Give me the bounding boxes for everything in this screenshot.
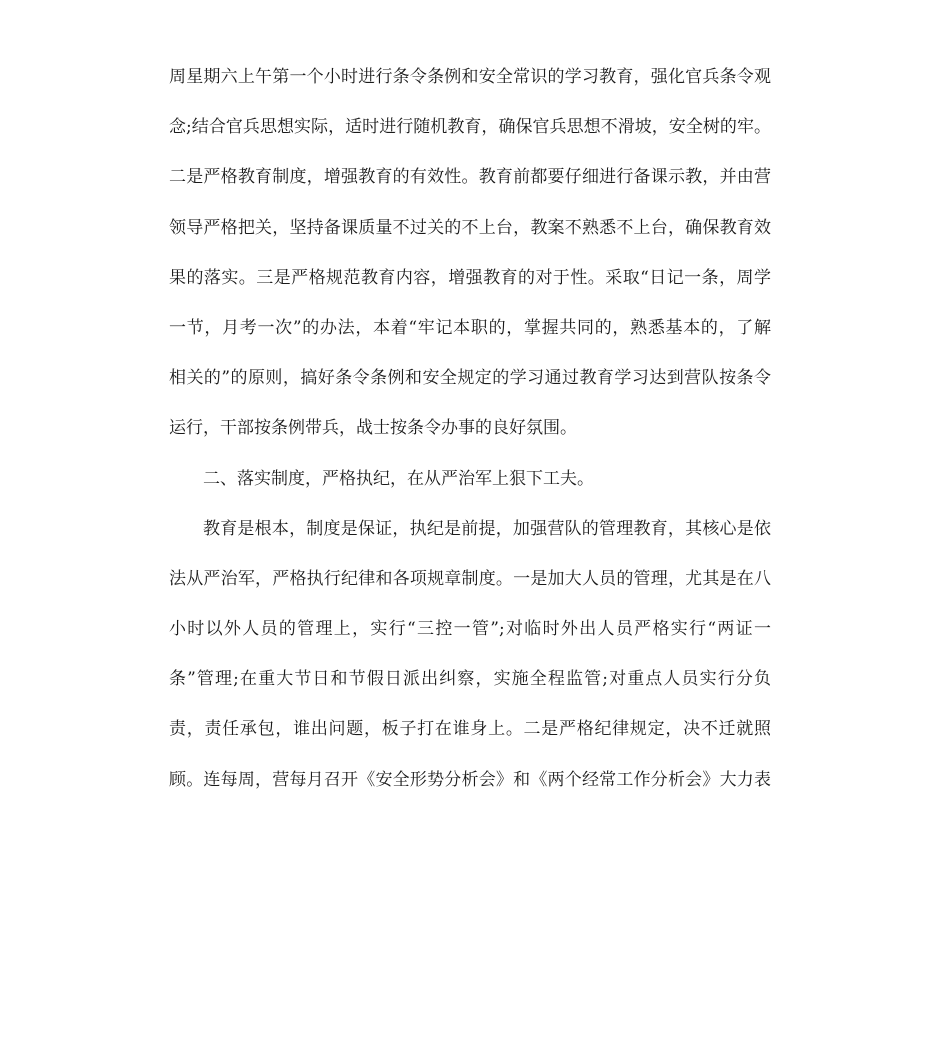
- text-line-13: 条”管理;在重大节日和节假日派出纠察，实施全程监管;对重点人员实行分负: [169, 669, 771, 690]
- text-line-15: 顾。连每周，营每月召开《安全形势分析会》和《两个经常工作分析会》大力表: [169, 769, 771, 790]
- text-line-4: 领导严格把关，坚持备课质量不过关的不上台，教案不熟悉不上台，确保教育效: [169, 217, 771, 238]
- text-line-10: 教育是根本，制度是保证，执纪是前提，加强营队的管理教育，其核心是依: [203, 518, 771, 539]
- section-heading: 二、落实制度，严格执纪，在从严治军上狠下工夫。: [203, 468, 594, 489]
- text-line-12: 小时以外人员的管理上，实行“三控一管”;对临时外出人员严格实行“两证一: [169, 619, 771, 640]
- text-line-14: 责，责任承包，谁出问题，板子打在谁身上。二是严格纪律规定，决不迁就照: [169, 719, 771, 740]
- text-line-3: 二是严格教育制度，增强教育的有效性。教育前都要仔细进行备课示教，并由营: [169, 167, 771, 188]
- text-line-5: 果的落实。三是严格规范教育内容，增强教育的对于性。采取“日记一条，周学: [169, 267, 771, 288]
- text-line-1: 周星期六上午第一个小时进行条令条例和安全常识的学习教育，强化官兵条令观: [169, 67, 771, 87]
- document-body: [169, 52, 771, 805]
- text-line-11: 法从严治军，严格执行纪律和各项规章制度。一是加大人员的管理，尤其是在八: [169, 568, 771, 589]
- text-line-6: 一节，月考一次”的办法，本着“牢记本职的，掌握共同的，熟悉基本的，了解: [169, 317, 771, 338]
- text-line-7: 相关的”的原则，搞好条令条例和安全规定的学习通过教育学习达到营队按条令: [169, 368, 771, 389]
- text-line-2: 念;结合官兵思想实际，适时进行随机教育，确保官兵思想不滑坡，安全树的牢。: [169, 117, 771, 138]
- text-line-8: 运行，干部按条例带兵，战士按条令办事的良好氛围。: [169, 418, 577, 439]
